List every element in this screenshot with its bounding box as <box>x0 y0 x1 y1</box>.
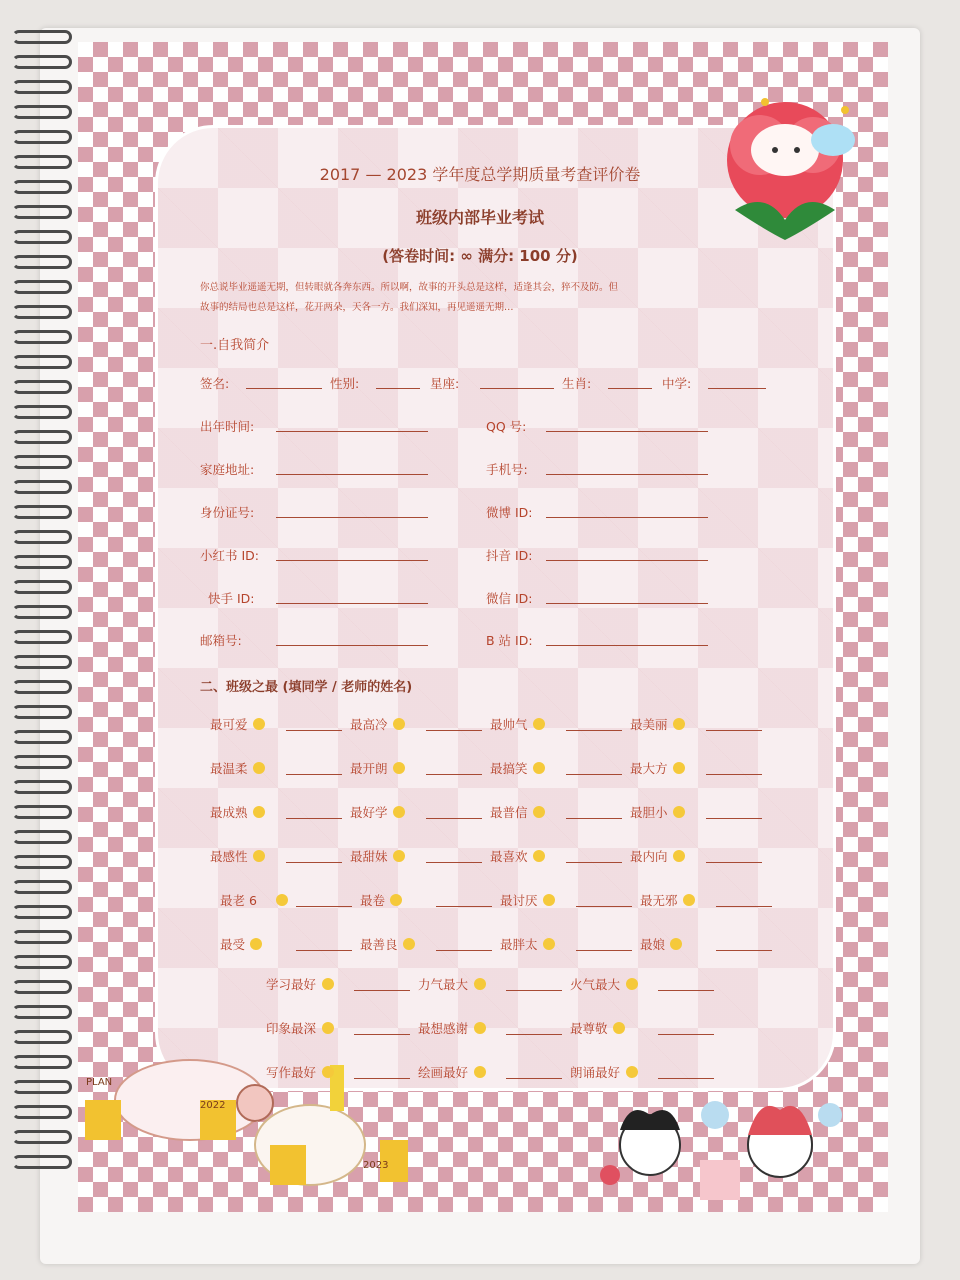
superlative-label: 最讨厌 <box>500 893 538 908</box>
emoji-icon <box>533 762 545 774</box>
superlative-label: 学习最好 <box>266 977 317 992</box>
spiral-ring <box>12 430 72 444</box>
emoji-icon <box>613 1022 625 1034</box>
spiral-ring <box>12 455 72 469</box>
superlative-field[interactable] <box>286 774 342 775</box>
superlative-field[interactable] <box>354 1034 410 1035</box>
label-gender: 性别: <box>330 376 360 391</box>
emoji-icon <box>474 1022 486 1034</box>
emoji-icon <box>474 978 486 990</box>
field-right-5[interactable] <box>546 645 708 646</box>
emoji-icon <box>474 1066 486 1078</box>
superlative-label: 最善良 <box>360 937 398 952</box>
superlative-field[interactable] <box>506 1078 562 1079</box>
emoji-icon <box>673 806 685 818</box>
label-zodiac: 星座: <box>430 376 460 391</box>
intro-line-1: 你总说毕业遥遥无期，但转眼就各奔东西。所以啊，故事的开头总是这样，适逢其会，猝不及防。但 <box>200 282 619 293</box>
spiral-ring <box>12 305 72 319</box>
emoji-icon <box>322 1066 334 1078</box>
spiral-ring <box>12 680 72 694</box>
field-left-1[interactable] <box>276 474 428 475</box>
superlative-field[interactable] <box>706 730 762 731</box>
emoji-icon <box>683 894 695 906</box>
emoji-icon <box>393 718 405 730</box>
emoji-icon <box>253 806 265 818</box>
spiral-ring <box>12 480 72 494</box>
superlative-field[interactable] <box>576 950 632 951</box>
emoji-icon <box>253 850 265 862</box>
superlative-field[interactable] <box>426 730 482 731</box>
superlative-field[interactable] <box>354 990 410 991</box>
emoji-icon <box>390 894 402 906</box>
superlative-label: 最好学 <box>350 805 388 820</box>
section-heading-superlatives: 二、班级之最 (填同学 / 老师的姓名) <box>200 680 413 695</box>
spiral-ring <box>12 230 72 244</box>
spiral-ring <box>12 705 72 719</box>
spiral-ring <box>12 630 72 644</box>
spiral-ring <box>12 355 72 369</box>
spiral-ring <box>12 330 72 344</box>
field-left-5[interactable] <box>276 645 428 646</box>
spiral-ring <box>12 1080 72 1094</box>
zodiac-field[interactable] <box>480 388 554 389</box>
emoji-icon <box>533 806 545 818</box>
superlative-label: 最胖太 <box>500 937 538 952</box>
superlative-label: 最大方 <box>630 761 668 776</box>
label-left-2: 身份证号: <box>200 505 255 520</box>
characters-sticker-icon <box>590 1090 880 1205</box>
superlative-label: 力气最大 <box>418 977 469 992</box>
emoji-icon <box>626 1066 638 1078</box>
superlative-field[interactable] <box>566 730 622 731</box>
field-left-0[interactable] <box>276 431 428 432</box>
exam-meta: (答卷时间: ∞ 满分: 100 分) <box>382 247 578 265</box>
superlative-label: 最卷 <box>360 893 386 908</box>
spiral-ring <box>12 105 72 119</box>
spiral-ring <box>12 55 72 69</box>
gender-field[interactable] <box>376 388 420 389</box>
label-left-3: 小红书 ID: <box>200 548 259 563</box>
spiral-ring <box>12 955 72 969</box>
spiral-ring <box>12 1130 72 1144</box>
superlative-label: 最可爱 <box>210 717 248 732</box>
spiral-ring <box>12 980 72 994</box>
page-subtitle: 班级内部毕业考试 <box>415 208 544 227</box>
superlative-label: 绘画最好 <box>418 1065 469 1080</box>
superlative-label: 朗诵最好 <box>570 1065 621 1080</box>
spiral-ring <box>12 605 72 619</box>
emoji-icon <box>393 850 405 862</box>
label-right-4: 微信 ID: <box>486 591 533 606</box>
spiral-ring <box>12 930 72 944</box>
emoji-icon <box>543 938 555 950</box>
spiral-ring <box>12 380 72 394</box>
field-right-1[interactable] <box>546 474 708 475</box>
spiral-ring <box>12 655 72 669</box>
superlative-field[interactable] <box>658 990 714 991</box>
emoji-icon <box>533 850 545 862</box>
spiral-ring <box>12 830 72 844</box>
superlative-field[interactable] <box>716 906 772 907</box>
superlative-field[interactable] <box>296 950 352 951</box>
superlative-field[interactable] <box>286 818 342 819</box>
label-left-0: 出年时间: <box>200 419 255 434</box>
field-right-2[interactable] <box>546 517 708 518</box>
spiral-ring <box>12 1105 72 1119</box>
superlative-field[interactable] <box>354 1078 410 1079</box>
emoji-icon <box>322 1022 334 1034</box>
spiral-ring <box>12 1155 72 1169</box>
spiral-ring <box>12 580 72 594</box>
emoji-icon <box>393 806 405 818</box>
field-left-3[interactable] <box>276 560 428 561</box>
spiral-ring <box>12 880 72 894</box>
emoji-icon <box>543 894 555 906</box>
school-field[interactable] <box>708 388 766 389</box>
superlative-field[interactable] <box>506 1034 562 1035</box>
spiral-ring <box>12 405 72 419</box>
label-signature: 签名: <box>200 376 230 391</box>
label-right-1: 手机号: <box>486 462 528 477</box>
superlative-field[interactable] <box>436 950 492 951</box>
superlative-field[interactable] <box>436 906 492 907</box>
spiral-ring <box>12 1055 72 1069</box>
year-tag-2: 2023 <box>363 1160 389 1171</box>
superlative-label: 最甜妹 <box>350 849 388 864</box>
label-left-4: 快手 ID: <box>208 591 255 606</box>
superlative-label: 最尊敬 <box>570 1021 608 1036</box>
signature-field[interactable] <box>246 388 322 389</box>
emoji-icon <box>276 894 288 906</box>
field-right-3[interactable] <box>546 560 708 561</box>
spiral-ring <box>12 130 72 144</box>
superlative-label: 最想感谢 <box>418 1021 469 1036</box>
emoji-icon <box>533 718 545 730</box>
label-right-3: 抖音 ID: <box>486 548 533 563</box>
spiral-ring <box>12 505 72 519</box>
spiral-ring <box>12 530 72 544</box>
superlative-label: 最美丽 <box>630 717 668 732</box>
superlative-label: 最高冷 <box>350 717 388 732</box>
spiral-ring <box>12 730 72 744</box>
emoji-icon <box>403 938 415 950</box>
label-right-0: QQ 号: <box>486 419 527 434</box>
emoji-icon <box>393 762 405 774</box>
intro-line-2: 故事的结局也总是这样，花开两朵，天各一方。我们深知，再见遥遥无期… <box>200 302 514 313</box>
section-heading-intro: 一.自我简介 <box>200 338 270 353</box>
emoji-icon <box>250 938 262 950</box>
field-left-2[interactable] <box>276 517 428 518</box>
superlative-label: 最普信 <box>490 805 528 820</box>
spiral-ring <box>12 30 72 44</box>
emoji-icon <box>670 938 682 950</box>
superlative-label: 最老 6 <box>220 893 257 908</box>
spiral-ring <box>12 805 72 819</box>
superlative-field[interactable] <box>286 862 342 863</box>
field-right-0[interactable] <box>546 431 708 432</box>
superlative-field[interactable] <box>706 862 762 863</box>
year-tag: 2022 <box>200 1100 226 1111</box>
page-title: 2017 — 2023 学年度总学期质量考查评价卷 <box>319 165 641 184</box>
spiral-ring <box>12 280 72 294</box>
field-right-4[interactable] <box>546 603 708 604</box>
superlative-label: 火气最大 <box>570 977 621 992</box>
superlative-field[interactable] <box>566 774 622 775</box>
superlative-field[interactable] <box>716 950 772 951</box>
emoji-icon <box>253 718 265 730</box>
label-chinese-zodiac: 生肖: <box>562 376 592 391</box>
superlative-field[interactable] <box>706 818 762 819</box>
superlative-label: 印象最深 <box>266 1021 317 1036</box>
superlative-field[interactable] <box>426 774 482 775</box>
emoji-icon <box>673 762 685 774</box>
superlative-field[interactable] <box>566 862 622 863</box>
superlative-label: 写作最好 <box>266 1065 317 1080</box>
emoji-icon <box>673 850 685 862</box>
superlative-label: 最温柔 <box>210 761 248 776</box>
superlative-label: 最成熟 <box>210 805 248 820</box>
superlative-label: 最开朗 <box>350 761 388 776</box>
label-left-1: 家庭地址: <box>200 462 255 477</box>
superlative-field[interactable] <box>658 1034 714 1035</box>
superlative-label: 最喜欢 <box>490 849 528 864</box>
superlative-label: 最受 <box>220 937 246 952</box>
label-left-5: 邮箱号: <box>200 633 242 648</box>
superlative-field[interactable] <box>566 818 622 819</box>
emoji-icon <box>673 718 685 730</box>
spiral-ring <box>12 905 72 919</box>
chinese-zodiac-field[interactable] <box>608 388 652 389</box>
superlative-field[interactable] <box>426 818 482 819</box>
superlative-label: 最内向 <box>630 849 668 864</box>
superlative-field[interactable] <box>426 862 482 863</box>
spiral-binding <box>0 30 80 1180</box>
spiral-ring <box>12 1030 72 1044</box>
label-right-2: 微博 ID: <box>486 505 533 520</box>
pig-sticker-icon <box>80 1045 410 1195</box>
superlative-field[interactable] <box>576 906 632 907</box>
superlative-field[interactable] <box>296 906 352 907</box>
spiral-ring <box>12 780 72 794</box>
superlative-field[interactable] <box>658 1078 714 1079</box>
superlative-label: 最胆小 <box>630 805 668 820</box>
label-school: 中学: <box>662 376 692 391</box>
spiral-ring <box>12 1005 72 1019</box>
emoji-icon <box>626 978 638 990</box>
superlative-field[interactable] <box>706 774 762 775</box>
spiral-ring <box>12 855 72 869</box>
superlative-label: 最帅气 <box>490 717 528 732</box>
superlative-field[interactable] <box>286 730 342 731</box>
superlative-label: 最无邪 <box>640 893 678 908</box>
superlative-label: 最搞笑 <box>490 761 528 776</box>
spiral-ring <box>12 80 72 94</box>
plan-tag: PLAN <box>86 1077 113 1088</box>
emoji-icon <box>322 978 334 990</box>
spiral-ring <box>12 755 72 769</box>
field-left-4[interactable] <box>276 603 428 604</box>
superlative-field[interactable] <box>506 990 562 991</box>
spiral-ring <box>12 555 72 569</box>
label-right-5: B 站 ID: <box>486 633 533 648</box>
superlative-label: 最娘 <box>640 937 666 952</box>
superlative-label: 最感性 <box>210 849 248 864</box>
emoji-icon <box>253 762 265 774</box>
